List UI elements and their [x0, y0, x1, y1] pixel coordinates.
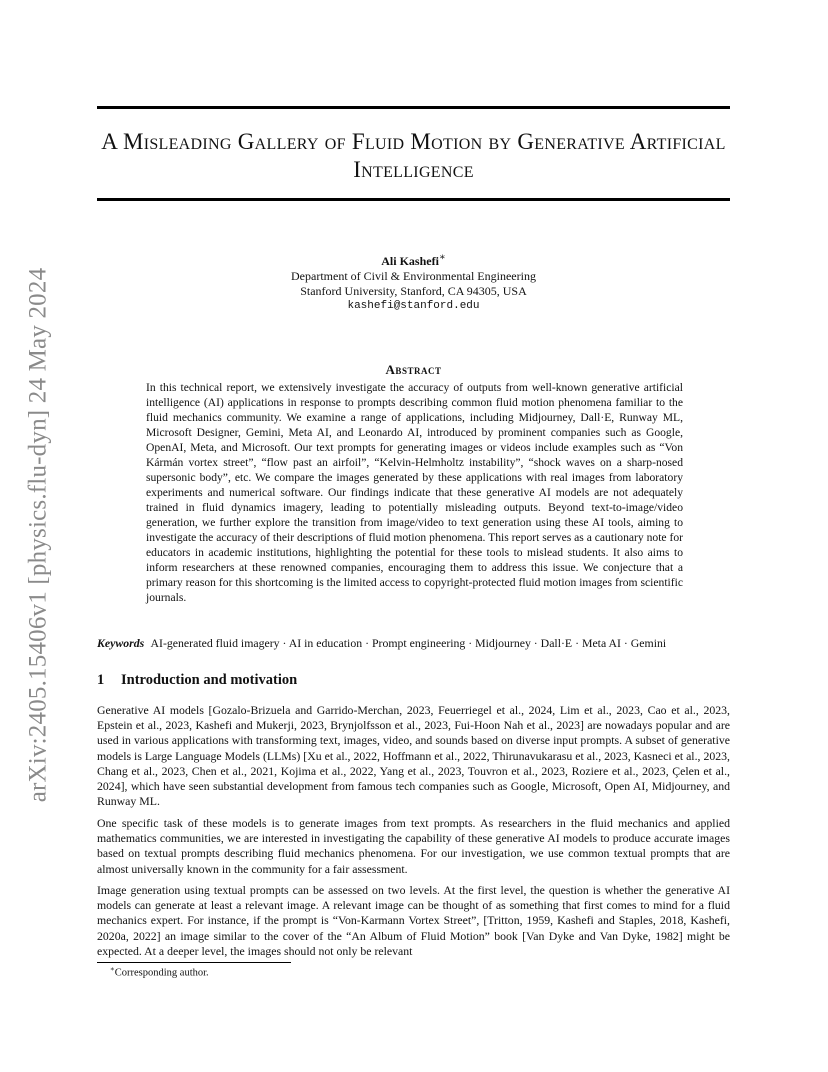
- author-name: Ali Kashefi: [381, 254, 439, 268]
- abstract-text: In this technical report, we extensively investigate the accuracy of outputs from well-known generative artificial intelligence (AI) applications in response to prompts describing common fluid motion phenomena familiar to the fluid mechanics community. We examine a range of applications, including Midjourney, Dall·E, Runway ML, Microsoft Designer, Gemini, Meta AI, and Leonardo AI, introduced by prominent companies such as Google, OpenAI, Meta, and Microsoft. Our text prompts for generating images or videos include examples such as “Von Kármán vortex street”, “flow past an airfoil”, “Kelvin-Helmholtz instability”, “shock waves on a sharp-nosed supersonic body”, etc. We compare the images generated by these applications with real images from laboratory experiments and numerical software. Our findings indicate that these generative AI models are not adequately trained in fluid dynamics imagery, leading to potentially misleading outputs. Beyond text-to-image/video generation, we further explore the transition from image/video to text generation using these AI tools, aiming to investigate the accuracy of their descriptions of fluid motion phenomena. This report serves as a cautionary note for educators in academic institutions, highlighting the potential for these tools to mislead students. It also aims to inform researchers at these renowned companies, encouraging them to address this issue. We conjecture that a primary reason for this shortcoming is the limited access to copyright-protected fluid motion images from scientific journals.: [146, 381, 683, 604]
- author-email-link[interactable]: kashefi@stanford.edu: [347, 300, 480, 312]
- author-address: Stanford University, Stanford, CA 94305, USA: [300, 284, 527, 298]
- keywords-label: Keywords: [97, 636, 145, 650]
- footnote: [110, 965, 209, 979]
- abstract-heading: Abstract: [385, 362, 442, 377]
- author-block: [97, 250, 730, 314]
- footnote-text: Corresponding author.: [114, 967, 209, 979]
- body-paragraph: Image generation using textual prompts can be assessed on two levels. At the first level, the question is whether the generative AI models can generate at least a relevant image. A relevant image can be thought of as something that first comes to mind for a fluid mechanics expert. For instance, if the prompt is “Von-Karmann Vortex Street”, [Tritton, 1959, Kashefi and Staples, 2018, Kashefi, 2020a, 2022] an image similar to the cover of the “An Album of Fluid Motion” book [Van Dyke and Van Dyke, 1982] might be expected. At a deeper level, the images should not only be relevant: [97, 883, 730, 958]
- keywords-list: AI-generated fluid imagery · AI in education · Prompt engineering · Midjourney · Dall·E · Meta AI · Gemini: [150, 636, 667, 650]
- footnote-rule: [97, 962, 291, 963]
- paper-title: A Misleading Gallery of Fluid Motion by Generative Artificial Intelligence: [101, 129, 726, 182]
- body-paragraph: One specific task of these models is to generate images from text prompts. As researchers in the fluid mechanics and applied mathematics communities, we are interested in investigating the capability of these generative AI models to produce accurate images based on textual prompts describing fluid mechanics phenomena. For our investigation, we use common textual prompts that are almost universally known in the community for a fair assessment.: [97, 816, 730, 876]
- author-line: [97, 250, 730, 269]
- body-paragraph: Generative AI models [Gozalo-Brizuela and Garrido-Merchan, 2023, Feuerriegel et al., 2024, Lim et al., 2023, Cao et al., 2023, Epstein et al., 2023, Kashefi and Mukerji, 2023, Brynjolfsson et al., 2023, Fui-Hoon Nah et al., 2023] are nowadays popular and are used in various applications with transforming text, images, video, and sounds based on diverse input prompts. A subset of generative models is Large Language Models (LLMs) [Xu et al., 2022, Hoffmann et al., 2022, Thirunavukarasu et al., 2023, Kasneci et al., 2023, Chang et al., 2023, Chen et al., 2021, Kojima et al., 2022, Yang et al., 2023, Touvron et al., 2023, Roziere et al., 2023, Çelen et al., 2024], which have seen substantial development from famous tech companies such as Google, Microsoft, Open AI, Midjourney, and Runway ML.: [97, 703, 730, 809]
- author-department: Department of Civil & Environmental Engineering: [291, 269, 536, 283]
- title-bottom-rule: [97, 198, 730, 201]
- arxiv-identifier-text: arXiv:2405.15406v1 [physics.flu-dyn] 24 May 2024: [24, 267, 52, 803]
- title-top-rule: [97, 106, 730, 109]
- footnote-mark: ∗: [110, 965, 115, 973]
- author-footnote-mark: ∗: [438, 252, 446, 263]
- section-number: 1: [97, 672, 105, 688]
- section-title: Introduction and motivation: [121, 672, 298, 688]
- section-heading: [97, 672, 730, 689]
- keywords-line: [97, 636, 737, 651]
- arxiv-identifier-stamp[interactable]: [14, 240, 62, 830]
